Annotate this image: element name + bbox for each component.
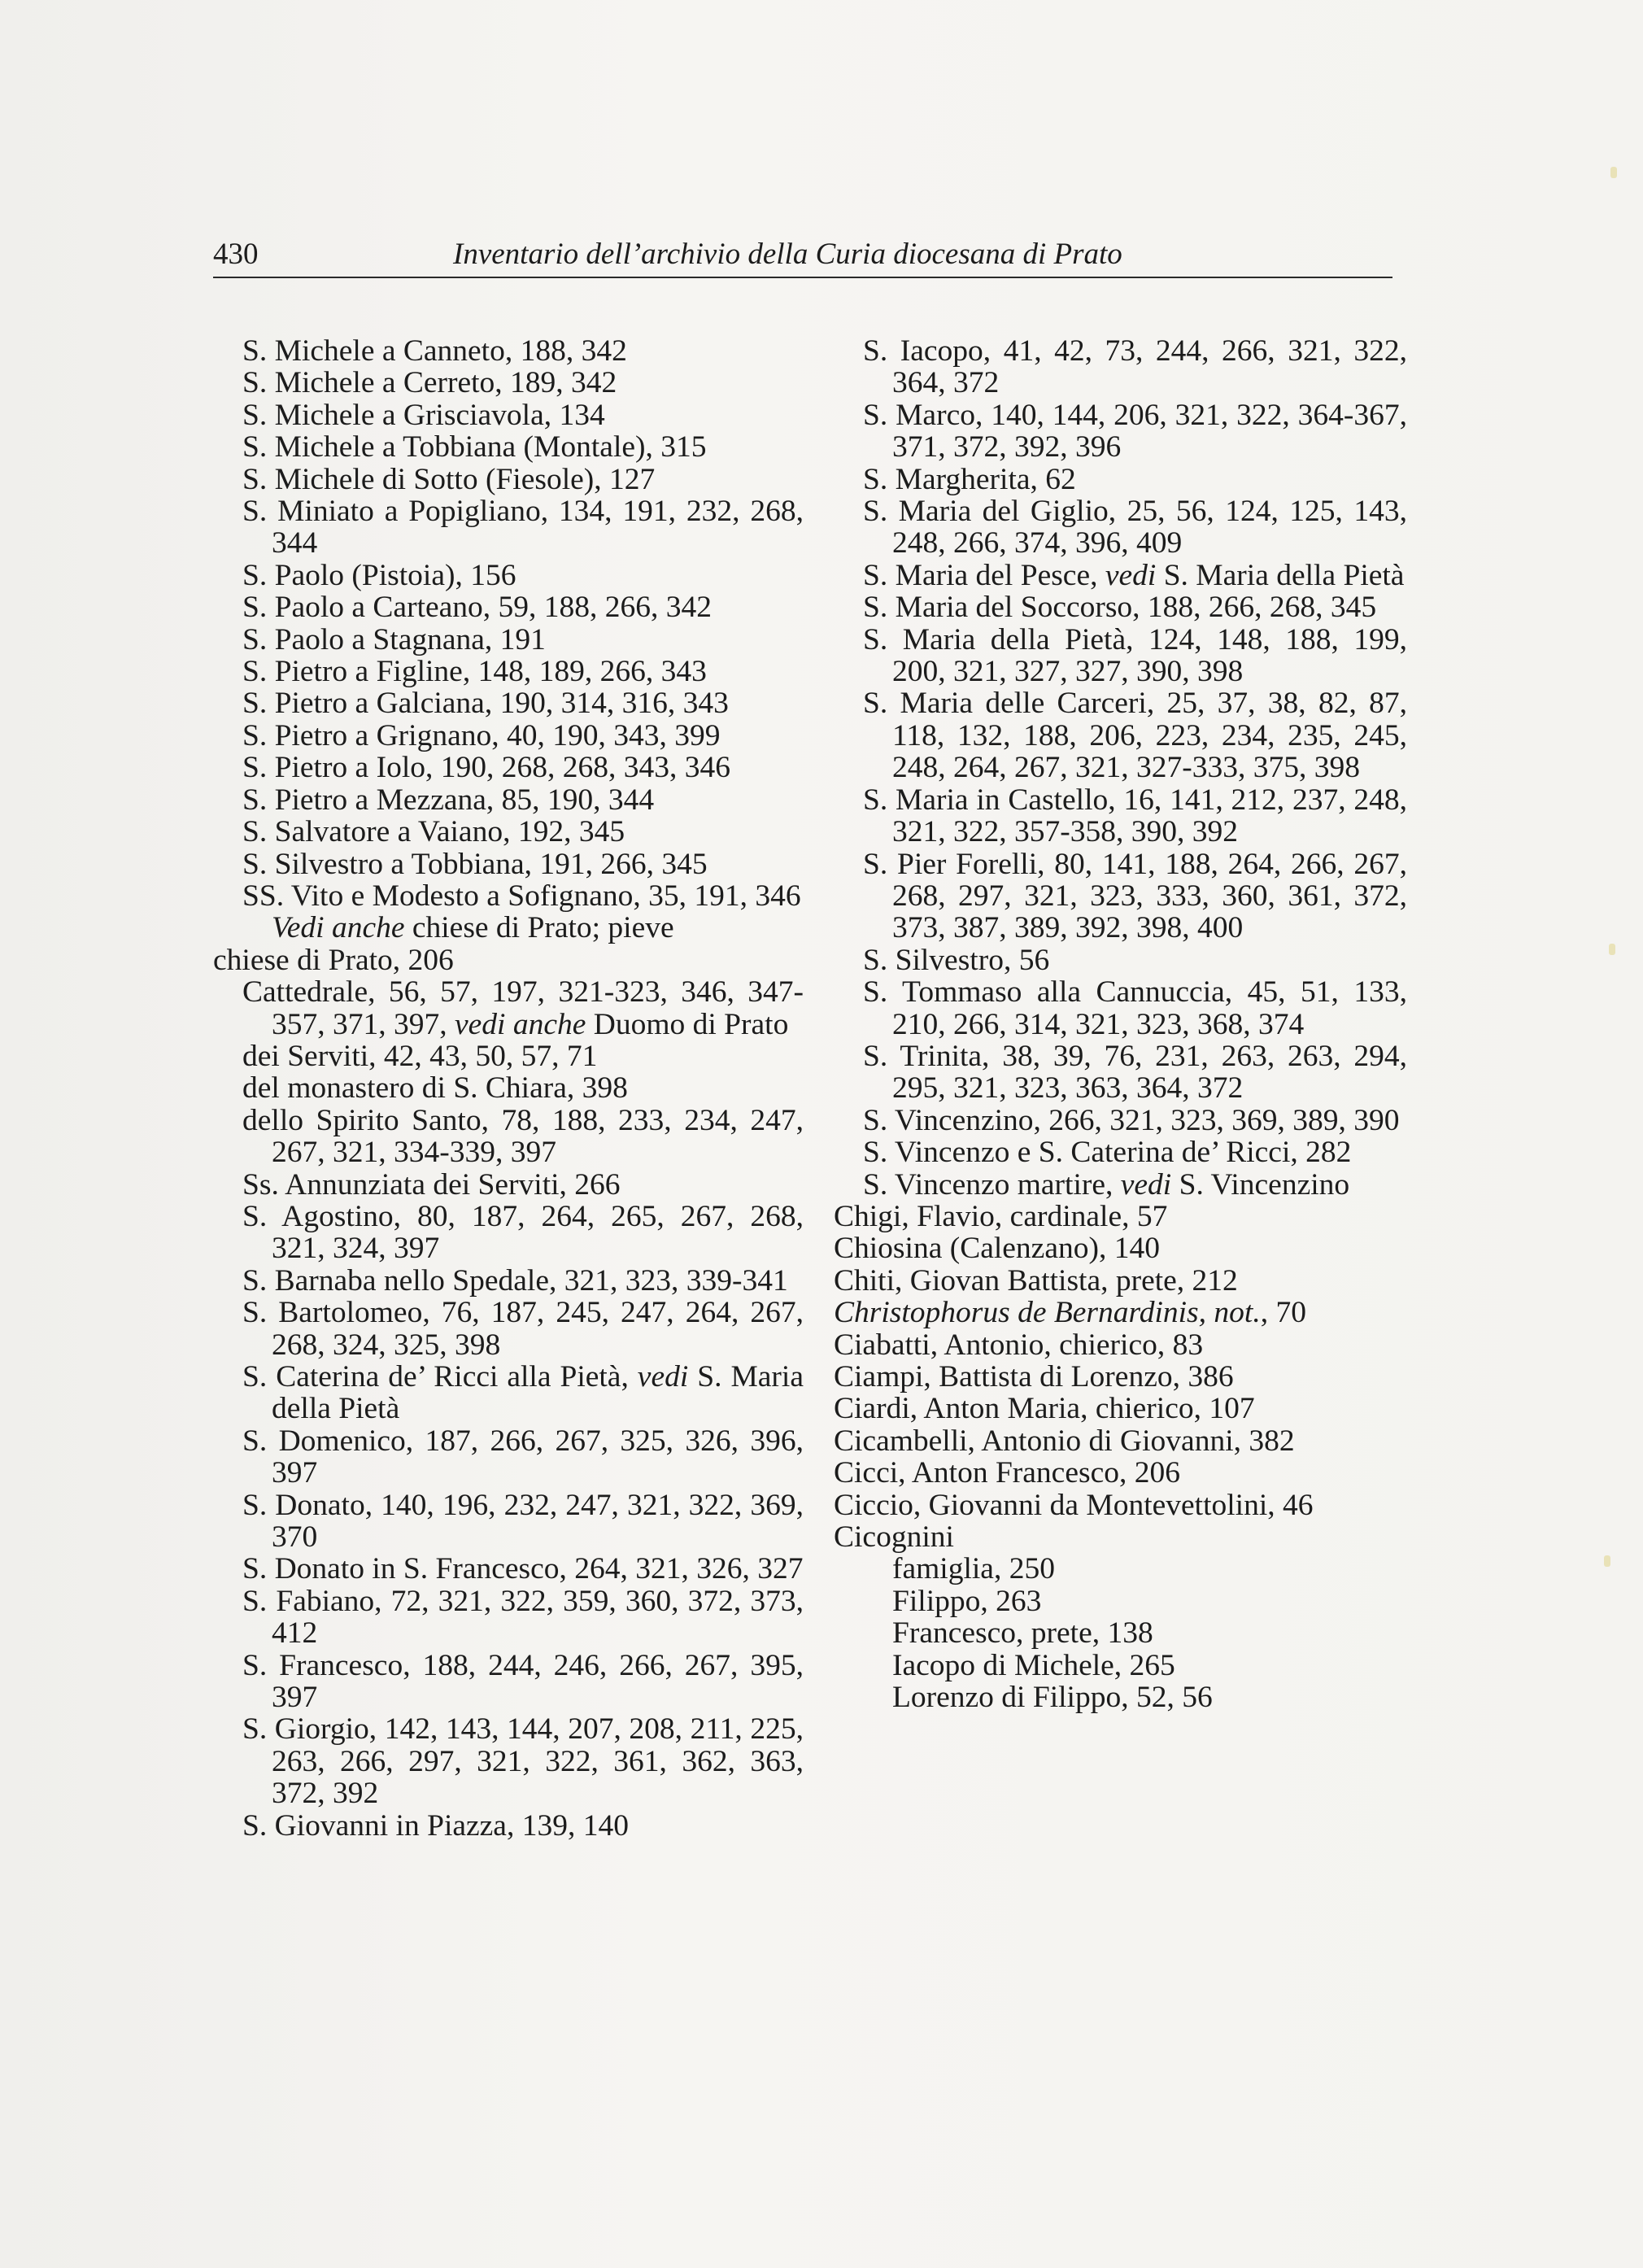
index-entry: [834, 591, 1407, 623]
index-entry: [213, 944, 804, 976]
cross-reference-label: Vedi anche: [272, 911, 405, 945]
entry-text: S. Maria del Giglio, 25, 56, 124, 125, 143, 248, 266, 374, 396, 409: [863, 495, 1407, 560]
index-entry: [834, 687, 1407, 783]
index-entry: [834, 1585, 1407, 1617]
index-entry: [213, 560, 804, 591]
entry-text: S. Salvatore a Vaiano, 192, 345: [242, 815, 625, 849]
entry-text: S. Giovanni in Piazza, 139, 140: [242, 1808, 629, 1843]
entry-text: Cicognini: [834, 1520, 954, 1555]
entry-text: S. Pietro a Iolo, 190, 268, 268, 343, 346: [242, 751, 730, 785]
entry-text: S. Vincenzino, 266, 321, 323, 369, 389, 390: [863, 1103, 1400, 1137]
index-entry: [834, 1136, 1407, 1168]
index-entry: [834, 1297, 1407, 1328]
entry-text: S. Silvestro a Tobbiana, 191, 266, 345: [242, 847, 708, 881]
index-entry: [834, 1457, 1407, 1489]
entry-text: dei Serviti, 42, 43, 50, 57, 71: [242, 1039, 598, 1073]
entry-text: S. Maria delle Carceri, 25, 37, 38, 82, 87, 118, 132, 188, 206, 223, 234, 235, 245, 248, 264, 267, 321, 327-333, 375, 398: [863, 687, 1407, 785]
index-entry: [834, 976, 1407, 1040]
entry-text: , 70: [1260, 1296, 1306, 1330]
paper-speck: [1604, 1555, 1610, 1567]
cross-reference-label: vedi: [637, 1360, 689, 1394]
entry-text: Iacopo di Michele, 265: [892, 1648, 1175, 1682]
index-entry: [213, 335, 804, 367]
entry-text: Chiosina (Calenzano), 140: [834, 1232, 1160, 1266]
entry-text: S. Michele a Cerreto, 189, 342: [242, 366, 617, 400]
index-entry: [834, 1425, 1407, 1457]
index-entry: [213, 1105, 804, 1169]
entry-text: S. Barnaba nello Spedale, 321, 323, 339-341: [242, 1263, 788, 1298]
index-entry: [213, 848, 804, 880]
entry-text: S. Donato in S. Francesco, 264, 321, 326, 327: [242, 1552, 804, 1586]
entry-text: S. Iacopo, 41, 42, 73, 244, 266, 321, 322, 364, 372: [863, 334, 1407, 400]
entry-text: S. Agostino, 80, 187, 264, 265, 267, 268, 321, 324, 397: [242, 1199, 804, 1266]
entry-text: S. Margherita, 62: [863, 462, 1076, 496]
entry-text: S. Silvestro, 56: [863, 943, 1050, 977]
entry-text: Chiti, Giovan Battista, prete, 212: [834, 1263, 1238, 1298]
index-entry: [213, 1585, 804, 1650]
index-entry: [834, 1265, 1407, 1297]
index-entry: [834, 1040, 1407, 1105]
index-entry: [213, 495, 804, 560]
entry-text: famiglia, 250: [892, 1552, 1055, 1586]
index-entry: [834, 495, 1407, 560]
entry-text: S. Tommaso alla Cannuccia, 45, 51, 133, 210, 266, 314, 321, 323, 368, 374: [863, 975, 1407, 1041]
index-entry: [213, 591, 804, 623]
running-title: Inventario dell’archivio della Curia diocesana di Prato: [453, 238, 1122, 271]
entry-text: S. Pier Forelli, 80, 141, 188, 264, 266, 267, 268, 297, 321, 323, 333, 360, 361, 372, 373, 387, 389, 392, 398, 400: [863, 847, 1407, 945]
entry-text: S. Donato, 140, 196, 232, 247, 321, 322, 369, 370: [242, 1488, 804, 1555]
index-entry: [213, 720, 804, 752]
entry-text: S. Maria del Pesce,: [863, 558, 1105, 592]
index-entry: [213, 880, 804, 912]
index-entry: [213, 1713, 804, 1809]
entry-text: Filippo, 263: [892, 1584, 1042, 1618]
index-entry: [834, 1553, 1407, 1585]
entry-text: S. Domenico, 187, 266, 267, 325, 326, 396, 397: [242, 1424, 804, 1490]
index-entry: [834, 1232, 1407, 1264]
entry-text: S. Vincenzo martire,: [863, 1167, 1121, 1202]
index-entry: [834, 624, 1407, 688]
index-entry: [213, 1553, 804, 1585]
entry-text: Cicambelli, Antonio di Giovanni, 382: [834, 1424, 1295, 1458]
entry-text: S. Michele a Grisciavola, 134: [242, 398, 605, 432]
cross-reference-target: S. Maria della Pietà: [1156, 558, 1405, 592]
index-entry: [213, 816, 804, 848]
entry-text: Ss. Annunziata dei Serviti, 266: [242, 1167, 621, 1202]
entry-text: Lorenzo di Filippo, 52, 56: [892, 1681, 1213, 1715]
paper-speck: [1609, 944, 1615, 955]
page-number: 430: [213, 238, 259, 271]
index-entry: [213, 1297, 804, 1361]
index-entry: [834, 848, 1407, 944]
index-column-right: [834, 335, 1407, 1713]
entry-text: S. Paolo a Carteano, 59, 188, 266, 342: [242, 591, 713, 625]
index-entry: [213, 1650, 804, 1714]
cross-reference-label: vedi: [1120, 1167, 1172, 1202]
index-entry: [213, 656, 804, 687]
entry-text: Cattedrale, 56, 57, 197, 321-323, 346, 347-357, 371, 397,: [242, 975, 804, 1041]
index-entry: [213, 1072, 804, 1104]
entry-italic-name: Christophorus de Bernardinis, not.: [834, 1296, 1261, 1330]
entry-text: S. Marco, 140, 144, 206, 321, 322, 364-367, 371, 372, 392, 396: [863, 398, 1407, 465]
index-entry: [834, 1617, 1407, 1649]
index-entry: [213, 912, 804, 944]
cross-reference-target: Duomo di Prato: [586, 1007, 789, 1041]
index-entry: [213, 1040, 804, 1072]
index-entry: [213, 784, 804, 816]
index-entry: [834, 1105, 1407, 1136]
cross-reference-target: S. Maria della Pietà: [272, 1360, 804, 1426]
entry-text: S. Paolo a Stagnana, 191: [242, 622, 546, 656]
index-entry: [834, 1201, 1407, 1232]
entry-text: S. Miniato a Popigliano, 134, 191, 232, 268, 344: [242, 495, 804, 560]
index-entry: [834, 944, 1407, 976]
index-entry: [834, 560, 1407, 591]
index-entry: [834, 399, 1407, 464]
index-entry: [834, 784, 1407, 848]
index-entry: [213, 399, 804, 431]
index-entry: [213, 687, 804, 719]
entry-text: S. Pietro a Figline, 148, 189, 266, 343: [242, 655, 707, 689]
entry-text: S. Pietro a Mezzana, 85, 190, 344: [242, 783, 655, 817]
entry-text: S. Vincenzo e S. Caterina de’ Ricci, 282: [863, 1136, 1352, 1170]
page-header: [213, 233, 1392, 278]
entry-text: Ciabatti, Antonio, chierico, 83: [834, 1328, 1204, 1362]
entry-text: chiese di Prato; pieve: [404, 911, 674, 945]
entry-text: S. Maria della Pietà, 124, 148, 188, 199, 200, 321, 327, 327, 390, 398: [863, 622, 1407, 689]
cross-reference-target: S. Vincenzino: [1171, 1167, 1350, 1202]
entry-text: chiese di Prato, 206: [213, 943, 454, 977]
index-entry: [834, 1681, 1407, 1713]
entry-text: S. Fabiano, 72, 321, 322, 359, 360, 372, 373, 412: [242, 1584, 804, 1651]
index-entry: [213, 976, 804, 1040]
entry-text: S. Maria del Soccorso, 188, 266, 268, 345: [863, 591, 1377, 625]
entry-text: S. Michele a Canneto, 188, 342: [242, 334, 627, 368]
entry-text: S. Maria in Castello, 16, 141, 212, 237, 248, 321, 322, 357-358, 390, 392: [863, 783, 1407, 849]
entry-text: del monastero di S. Chiara, 398: [242, 1071, 628, 1106]
entry-text: S. Michele a Tobbiana (Montale), 315: [242, 430, 707, 465]
entry-text: S. Caterina de’ Ricci alla Pietà,: [242, 1360, 638, 1394]
index-entry: [213, 1810, 804, 1842]
index-entry: [834, 1329, 1407, 1361]
cross-reference-label: vedi: [1105, 558, 1157, 592]
entry-text: dello Spirito Santo, 78, 188, 233, 234, 247, 267, 321, 334-339, 397: [242, 1103, 804, 1170]
index-entry: [834, 1169, 1407, 1201]
entry-text: S. Bartolomeo, 76, 187, 245, 247, 264, 267, 268, 324, 325, 398: [242, 1296, 804, 1362]
index-entry: [213, 1201, 804, 1265]
entry-text: Cicci, Anton Francesco, 206: [834, 1456, 1180, 1490]
index-entry: [834, 1489, 1407, 1521]
entry-text: SS. Vito e Modesto a Sofignano, 35, 191, 346: [242, 879, 801, 913]
entry-text: S. Giorgio, 142, 143, 144, 207, 208, 211, 225, 263, 266, 297, 321, 322, 361, 362, 363, 372, 392: [242, 1712, 804, 1811]
entry-text: Francesco, prete, 138: [892, 1616, 1153, 1651]
entry-text: S. Pietro a Galciana, 190, 314, 316, 343: [242, 687, 729, 721]
entry-text: Chigi, Flavio, cardinale, 57: [834, 1199, 1168, 1233]
index-entry: [213, 1265, 804, 1297]
index-entry: [213, 431, 804, 463]
index-entry: [213, 752, 804, 783]
index-entry: [834, 335, 1407, 399]
entry-text: Ciardi, Anton Maria, chierico, 107: [834, 1392, 1255, 1426]
paper-speck: [1610, 167, 1617, 178]
index-entry: [834, 1650, 1407, 1681]
entry-text: S. Pietro a Grignano, 40, 190, 343, 399: [242, 718, 721, 752]
entry-text: S. Paolo (Pistoia), 156: [242, 558, 516, 592]
cross-reference-label: vedi anche: [455, 1007, 586, 1041]
entry-text: Ciccio, Giovanni da Montevettolini, 46: [834, 1488, 1314, 1522]
index-column-left: [213, 335, 804, 1842]
index-entry: [213, 1489, 804, 1554]
index-entry: [834, 464, 1407, 495]
entry-text: S. Michele di Sotto (Fiesole), 127: [242, 462, 656, 496]
entry-text: Ciampi, Battista di Lorenzo, 386: [834, 1360, 1234, 1394]
index-entry: [834, 1361, 1407, 1393]
index-entry: [213, 464, 804, 495]
index-entry: [213, 1361, 804, 1425]
entry-text: S. Francesco, 188, 244, 246, 266, 267, 395, 397: [242, 1648, 804, 1715]
index-entry: [834, 1521, 1407, 1553]
entry-text: S. Trinita, 38, 39, 76, 231, 263, 263, 294, 295, 321, 323, 363, 364, 372: [863, 1039, 1407, 1106]
index-entry: [213, 1425, 804, 1489]
index-entry: [213, 367, 804, 399]
index-entry: [213, 1169, 804, 1201]
index-entry: [834, 1393, 1407, 1424]
index-entry: [213, 624, 804, 656]
